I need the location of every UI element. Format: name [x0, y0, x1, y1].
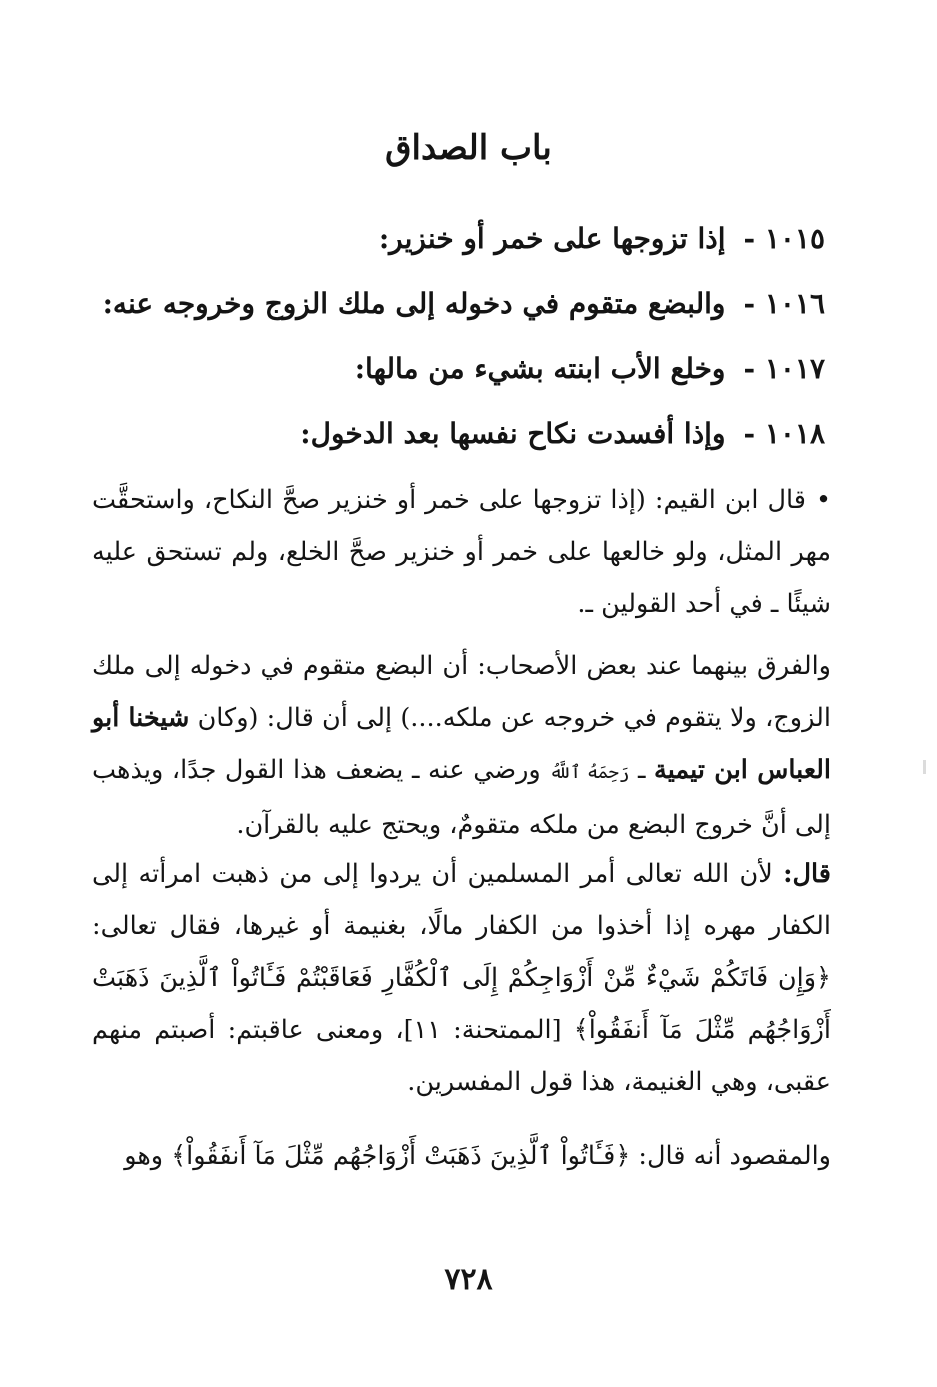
- paragraph-text: والمقصود أنه قال:: [630, 1141, 831, 1171]
- paragraph-text: والفرق بينهما عند بعض الأصحاب: أن البضع متقوم في دخوله إلى ملك الزوج، ولا يتقوم في خروجه عن ملكه....) إلى أن قال: (وكان: [92, 651, 831, 733]
- paragraph-text: قال ابن القيم: (إذا تزوجها على خمر أو خنزير صحَّ النكاح، واستحقَّت مهر المثل، ولو خالعها على خمر أو خنزير صحَّ الخلع، ولم تستحق عليه شيئًا ـ في أحد القولين ـ.: [92, 485, 831, 619]
- bullet-icon: •: [815, 485, 831, 515]
- paragraph-ibn-qayyim-quote: [92, 474, 831, 630]
- paragraph-maqsud: [92, 1130, 831, 1182]
- qala-label: قال:: [783, 859, 831, 889]
- numbered-item-1015: [90, 222, 825, 255]
- numbered-item-1018: [90, 417, 825, 450]
- quran-verse: ﴿وَإِن فَاتَكُمْ شَيْءٌ مِّنْ أَزْوَاجِكُمْ إِلَى ٱلْكُفَّارِ فَعَاقَبْتُمْ فَـَٔاتُواْ ٱلَّذِينَ ذَهَبَتْ أَزْوَاجُهُم مِّثْلَ مَآ أَنفَقُواْ﴾: [92, 963, 831, 1045]
- paragraph-text: ورضي عنه ـ يضعف هذا القول جدًا، ويذهب إلى أنَّ خروج البضع من ملكه متقومٌ، ويحتج عليه بالقرآن.: [92, 755, 831, 840]
- paragraph-text: [الممتحنة: ١١]، ومعنى عاقبتم: أصبتم منهم عقبى، وهي الغنيمة، هذا قول المفسرين.: [92, 1015, 831, 1097]
- item-text: إذا تزوجها على خمر أو خنزير:: [378, 222, 726, 255]
- numbered-item-1017: [90, 352, 825, 385]
- paragraph-text: ـ: [629, 755, 655, 785]
- item-text: والبضع متقوم في دخوله إلى ملك الزوج وخروجه عنه:: [102, 287, 726, 320]
- item-number: ١٠١٨ -: [743, 417, 825, 450]
- quran-verse: ﴿فَـَٔاتُواْ ٱلَّذِينَ ذَهَبَتْ أَزْوَاجُهُم مِّثْلَ مَآ أَنفَقُواْ﴾: [171, 1141, 631, 1171]
- paragraph-text: لأن الله تعالى أمر المسلمين أن يردوا إلى من ذهبت امرأته إلى الكفار مهره إذا أخذوا من الكفار مالًا، بغنيمة أو غيرها، فقال تعالى:: [92, 859, 831, 941]
- item-number: ١٠١٦ -: [743, 287, 825, 320]
- paragraph-qala: [92, 848, 831, 1108]
- honorific-glyph: رَحِمَهُ ٱللَّهُ: [549, 762, 630, 783]
- item-number: ١٠١٥ -: [743, 222, 825, 255]
- scan-margin-mark: [923, 760, 926, 774]
- numbered-item-1016: [90, 287, 825, 320]
- item-number: ١٠١٧ -: [743, 352, 825, 385]
- item-text: وخلع الأب ابنته بشيء من مالها:: [354, 352, 726, 385]
- bold-name: شيخنا أبو العباس ابن تيمية: [92, 703, 831, 785]
- item-text: وإذا أفسدت نكاح نفسها بعد الدخول:: [300, 417, 726, 450]
- paragraph-difference: [92, 640, 831, 851]
- chapter-title: باب الصداق: [385, 128, 552, 168]
- paragraph-text: وهو: [124, 1141, 172, 1171]
- page-number: ٧٢٨: [444, 1262, 493, 1297]
